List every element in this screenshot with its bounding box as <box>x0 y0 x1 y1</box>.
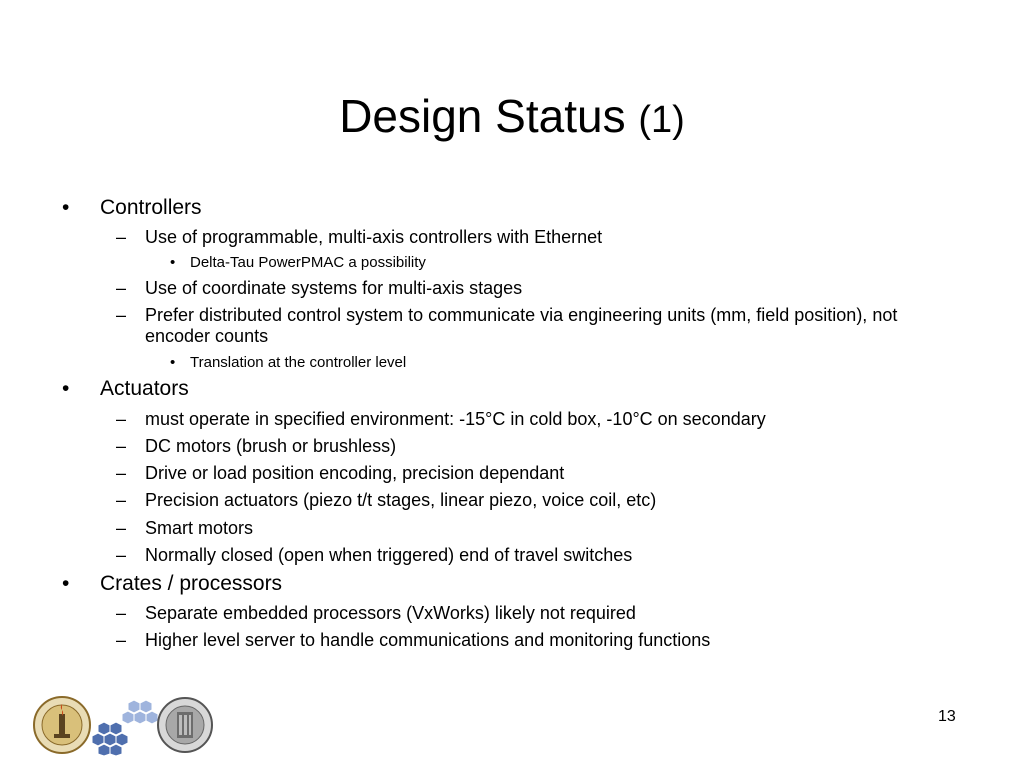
sub-bullet-text: Separate embedded processors (VxWorks) likely not required <box>145 603 636 623</box>
sub-bullet-text: Smart motors <box>145 518 254 538</box>
bullet-marker: • <box>62 572 70 595</box>
sub-bullet-text: Normally closed (open when triggered) end of travel switches <box>145 545 633 565</box>
sub-bullet-text: DC motors (brush or brushless) <box>145 436 397 456</box>
dash-marker: – <box>116 278 127 298</box>
sub-bullet-text: Higher level server to handle communications and monitoring functions <box>145 630 711 650</box>
sub-bullet-text: Precision actuators (piezo t/t stages, linear piezo, voice coil, etc) <box>145 490 657 510</box>
sub-sub-bullet-text: Translation at the controller level <box>190 354 407 371</box>
dash-marker: – <box>116 463 127 483</box>
sub-bullet-text: Drive or load position encoding, precision dependant <box>145 463 565 483</box>
caltech-seal-icon <box>34 697 90 753</box>
footer-logos <box>32 694 214 756</box>
bullet-heading-crates: Crates / processors <box>100 572 283 595</box>
sub-sub-bullet-text: Delta-Tau PowerPMAC a possibility <box>190 254 426 271</box>
dash-marker: – <box>116 409 127 429</box>
sub-bullet-text: Use of coordinate systems for multi-axis stages <box>145 278 523 298</box>
sub-bullet-text: must operate in specified environment: -15°C in cold box, -10°C on secondary <box>145 409 766 429</box>
bullet-marker: • <box>62 377 70 400</box>
dash-marker: – <box>116 305 127 325</box>
bullet-marker: • <box>170 254 176 271</box>
bullet-heading-actuators: Actuators <box>100 377 189 400</box>
bullet-heading-controllers: Controllers <box>100 196 202 219</box>
bullet-marker: • <box>170 354 176 371</box>
sub-bullet-text: Prefer distributed control system to communicate via engineering units (mm, field position), not encoder counts <box>145 305 898 346</box>
slide-title-suffix: (1) <box>638 99 685 141</box>
bullet-marker: • <box>62 196 70 219</box>
dash-marker: – <box>116 490 127 510</box>
dash-marker: – <box>116 227 127 247</box>
dash-marker: – <box>116 436 127 456</box>
page-number: 13 <box>938 708 956 725</box>
university-of-california-seal-icon <box>158 698 212 752</box>
slide-title-text: Design Status <box>339 90 626 142</box>
hexagon-mirror-logo-icon <box>92 700 158 756</box>
dash-marker: – <box>116 630 127 650</box>
dash-marker: – <box>116 603 127 623</box>
dash-marker: – <box>116 545 127 565</box>
sub-bullet-text: Use of programmable, multi-axis controllers with Ethernet <box>145 227 603 247</box>
dash-marker: – <box>116 518 127 538</box>
